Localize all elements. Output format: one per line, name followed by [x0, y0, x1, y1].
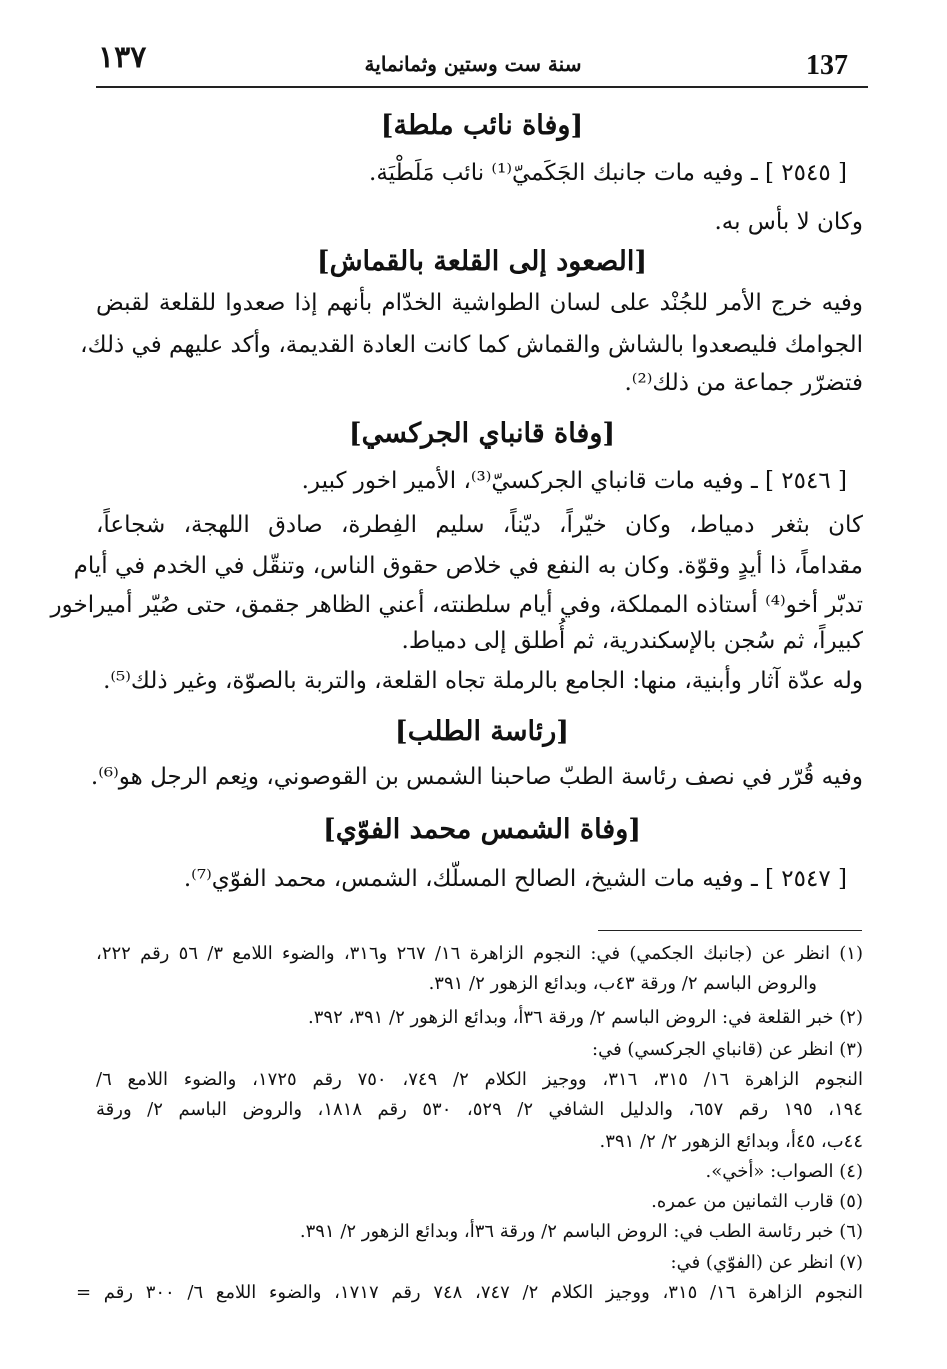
- body-line: وفيه خرج الأمر للجُنْد على لسان الطواشية الخدّام بأنهم إذا صعدوا للقلعة لقبض: [96, 290, 863, 316]
- footnote-3-cont: ٤٤ب، ٤٥أ، وبدائع الزهور ٢/ ٢/ ٣٩١.: [599, 1131, 863, 1152]
- body-line: كبيراً، ثم سُجن بالإسكندرية، ثم أُطلق إلى دمياط.: [401, 628, 863, 654]
- section-heading-medicine: [رئاسة الطلب]: [394, 716, 570, 747]
- section-heading-qanibay: [وفاة قانباي الجركسي]: [348, 418, 616, 449]
- footnote-3: (٣) انظر عن (قانباي الجركسي) في:: [592, 1039, 863, 1060]
- section-heading-malatya: [وفاة نائب ملطة]: [380, 110, 584, 141]
- body-line: مقداماً، ذا أيدٍ وقوّة. وكان به النفع في خلاص حقوق الناس، وتنقّل في الخدم في أيام: [73, 553, 863, 579]
- body-line: تدبّر أخو⁽⁴⁾ أستاذه المملكة، وفي أيام سلطنته، أعني الظاهر جقمق، حتى صُيّر أميراخور: [50, 592, 863, 618]
- header-rule: [96, 86, 868, 88]
- footnote-7-cont: النجوم الزاهرة ١٦/ ٣١٥، ووجيز الكلام ٢/ ٧٤٧، ٧٤٨ رقم ١٧١٧، والضوء اللامع ٦/ ٣٠٠ رقم =: [76, 1282, 863, 1303]
- page-number-latin: 137: [806, 50, 848, 81]
- running-title: سنة ست وستين وثمانماية: [364, 52, 582, 76]
- section-heading-fuwwi: [وفاة الشمس محمد الفوّي]: [322, 814, 642, 845]
- footnote-1-cont: والروض الباسم ٢/ ورقة ٤٣ب، وبدائع الزهور ٢/ ٣٩١.: [428, 973, 817, 994]
- footnote-2: (٢) خبر القلعة في: الروض الباسم ٢/ ورقة ٣٦أ، وبدائع الزهور ٢/ ٣٩١، ٣٩٢.: [308, 1007, 863, 1028]
- footnote-3-cont: ١٩٤، ١٩٥ رقم ٦٥٧، والدليل الشافي ٢/ ٥٢٩، ٥٣٠ رقم ١٨١٨، والروض الباسم ٢/ ورقة: [96, 1099, 863, 1120]
- entry-2546: [ ٢٥٤٦ ] ـ وفيه مات قانباي الجركسيّ⁽³⁾، الأمير اخور كبير.: [301, 468, 847, 494]
- body-line: وكان لا بأس به.: [714, 209, 863, 235]
- entry-2547: [ ٢٥٤٧ ] ـ وفيه مات الشيخ، الصالح المسلّك، الشمس، محمد الفوّي⁽⁷⁾.: [183, 866, 847, 892]
- footnote-separator: [598, 930, 862, 931]
- footnote-7: (٧) انظر عن (الفوّي) في:: [670, 1252, 863, 1273]
- footnote-6: (٦) خبر رئاسة الطب في: الروض الباسم ٢/ ورقة ٣٦أ، وبدائع الزهور ٢/ ٣٩١.: [299, 1221, 863, 1242]
- entry-2545: [ ٢٥٤٥ ] ـ وفيه مات جانبك الجَكَميّ⁽¹⁾ نائب مَلَطْيَة.: [369, 160, 847, 186]
- body-line: الجوامك فليصعدوا بالشاش والقماش كما كانت العادة القديمة، وأكد عليهم في ذلك،: [80, 332, 863, 358]
- body-line: وله عدّة آثار وأبنية، منها: الجامع بالرملة تجاه القلعة، والتربة بالصوّة، وغير ذلك⁽⁵⁾.: [103, 668, 863, 694]
- page-number-arabic: ١٣٧: [98, 40, 147, 75]
- body-line: كان بثغر دمياط، وكان خيّراً، ديّناً، سليم الفِطرة، صادق اللهجة، شجاعاً،: [96, 512, 863, 538]
- footnote-1: (١) انظر عن (جانبك الجكمي) في: النجوم الزاهرة ١٦/ ٢٦٧ و٣١٦، والضوء اللامع ٣/ ٥٦ رقم ٢٢٢،: [96, 943, 863, 964]
- body-line: وفيه قُرّر في نصف رئاسة الطبّ صاحبنا الشمس بن القوصوني، ونِعم الرجل هو⁽⁶⁾.: [90, 764, 863, 790]
- footnote-5: (٥) قارب الثمانين من عمره.: [651, 1191, 863, 1212]
- footnote-3-cont: النجوم الزاهرة ١٦/ ٣١٥، ٣١٦، ووجيز الكلام ٢/ ٧٤٩، ٧٥٠ رقم ١٧٢٥، والضوء اللامع ٦/: [96, 1069, 863, 1090]
- body-line: فتضرّر جماعة من ذلك⁽²⁾.: [624, 370, 863, 396]
- footnote-4: (٤) الصواب: «أخي».: [705, 1161, 863, 1182]
- section-heading-citadel: [الصعود إلى القلعة بالقماش]: [316, 246, 648, 277]
